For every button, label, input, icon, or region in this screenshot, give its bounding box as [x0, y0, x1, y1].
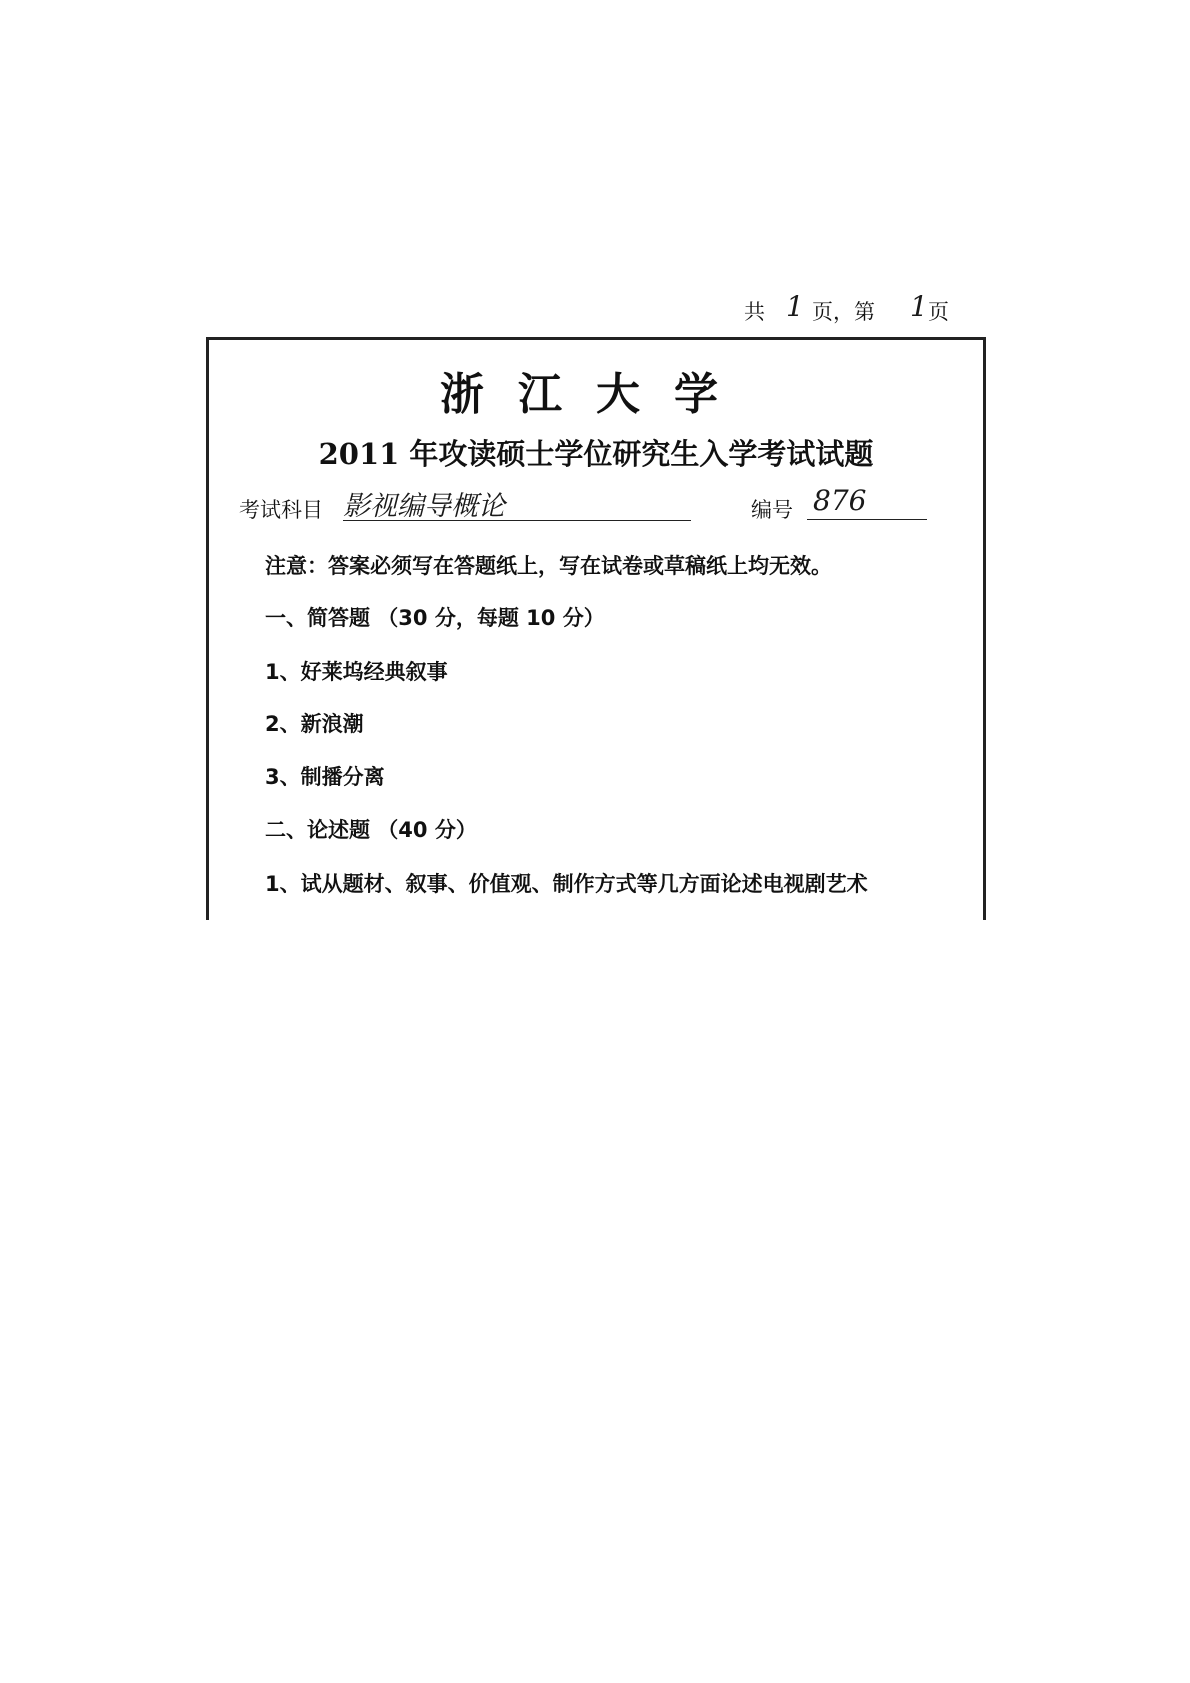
- question-item: 1、试从题材、叙事、价值观、制作方式等几方面论述电视剧艺术: [265, 872, 868, 896]
- page-count-total: 1: [786, 290, 804, 323]
- code-value: 876: [807, 484, 927, 520]
- question-item: 2、新浪潮: [265, 712, 364, 736]
- page-count-prefix: 共: [744, 300, 765, 324]
- page-count: [744, 292, 964, 332]
- section-heading: 一、简答题 （30 分，每题 10 分）: [265, 606, 605, 630]
- section-heading: 二、论述题 （40 分）: [265, 818, 477, 842]
- question-item: 1、好莱坞经典叙事: [265, 660, 448, 684]
- question-item: 3、制播分离: [265, 765, 385, 789]
- subject-label: 考试科目: [239, 498, 323, 522]
- page-count-current: 1: [910, 290, 928, 323]
- page-count-middle: 页，第: [812, 300, 875, 324]
- exam-title: 2011 年攻读硕士学位研究生入学考试试题: [318, 437, 874, 471]
- notice: 注意：答案必须写在答题纸上，写在试卷或草稿纸上均无效。: [265, 554, 832, 578]
- school-name: 浙江大学: [440, 369, 752, 420]
- subject-value: 影视编导概论: [343, 484, 691, 521]
- page-count-suffix: 页: [928, 300, 949, 324]
- exam-sheet: [206, 337, 986, 920]
- subject-line: [239, 484, 959, 528]
- code-label: 编号: [751, 498, 793, 522]
